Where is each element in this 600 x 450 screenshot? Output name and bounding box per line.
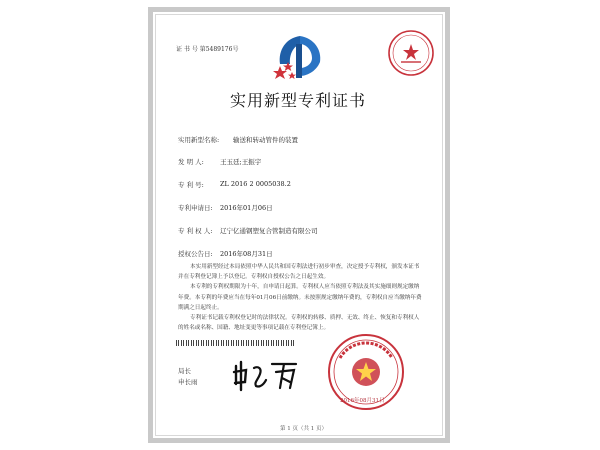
field-value-grant-date: 2016年08月31日	[220, 250, 273, 258]
field-label-inventor: 发 明 人:	[178, 158, 204, 166]
field-label-grant-date: 授权公告日:	[178, 250, 213, 258]
field-value-patent-number: ZL 2016 2 0005038.2	[220, 180, 291, 188]
field-value-patentee: 辽宁亿通钢塑复合管制造有限公司	[220, 227, 318, 235]
seal-date: 2016年08月31日	[340, 398, 385, 404]
barcode	[176, 340, 296, 346]
field-value-inventor: 王玉廷;王振宇	[220, 158, 262, 166]
field-value-name: 输送和转动管件的装置	[233, 136, 298, 144]
body-paragraph: 本专利的专利权期限为十年，自申请日起算。专利权人应当依照专利法及其实施细则规定缴纳年费。本专利的年费应当在每年01月06日前缴纳。未按照规定缴纳年费的，专利权自应当缴纳年费期满之日起终止。	[178, 284, 422, 311]
director-name: 申长雨	[178, 378, 198, 386]
field-label-patent-number: 专 利 号:	[178, 181, 204, 189]
certificate-body	[178, 262, 424, 333]
cnipa-logo	[266, 32, 334, 84]
top-red-seal	[386, 28, 436, 78]
certificate-title: 实用新型专利证书	[230, 91, 367, 110]
field-label-name: 实用新型名称:	[178, 136, 220, 144]
director-title: 局长	[178, 367, 191, 375]
field-label-filing-date: 专利申请日:	[178, 204, 213, 212]
director-signature	[232, 358, 302, 392]
body-paragraph: 专利证书记载专利权登记时的法律状况。专利权的转移、质押、无效、终止、恢复和专利权人的姓名或名称、国籍、地址变更等事项记载在专利登记簿上。	[178, 315, 420, 332]
body-paragraph: 本实用新型经过本局依照中华人民共和国专利法进行初步审查，决定授予专利权，颁发本证书并在专利登记簿上予以登记。专利权自授权公告之日起生效。	[178, 264, 420, 281]
field-label-patentee: 专 利 权 人:	[178, 227, 213, 235]
page-footer: 第 1 页（共 1 页）	[280, 426, 327, 432]
certificate-number: 证 书 号 第5489176号	[176, 46, 239, 53]
field-value-filing-date: 2016年01月06日	[220, 204, 273, 212]
